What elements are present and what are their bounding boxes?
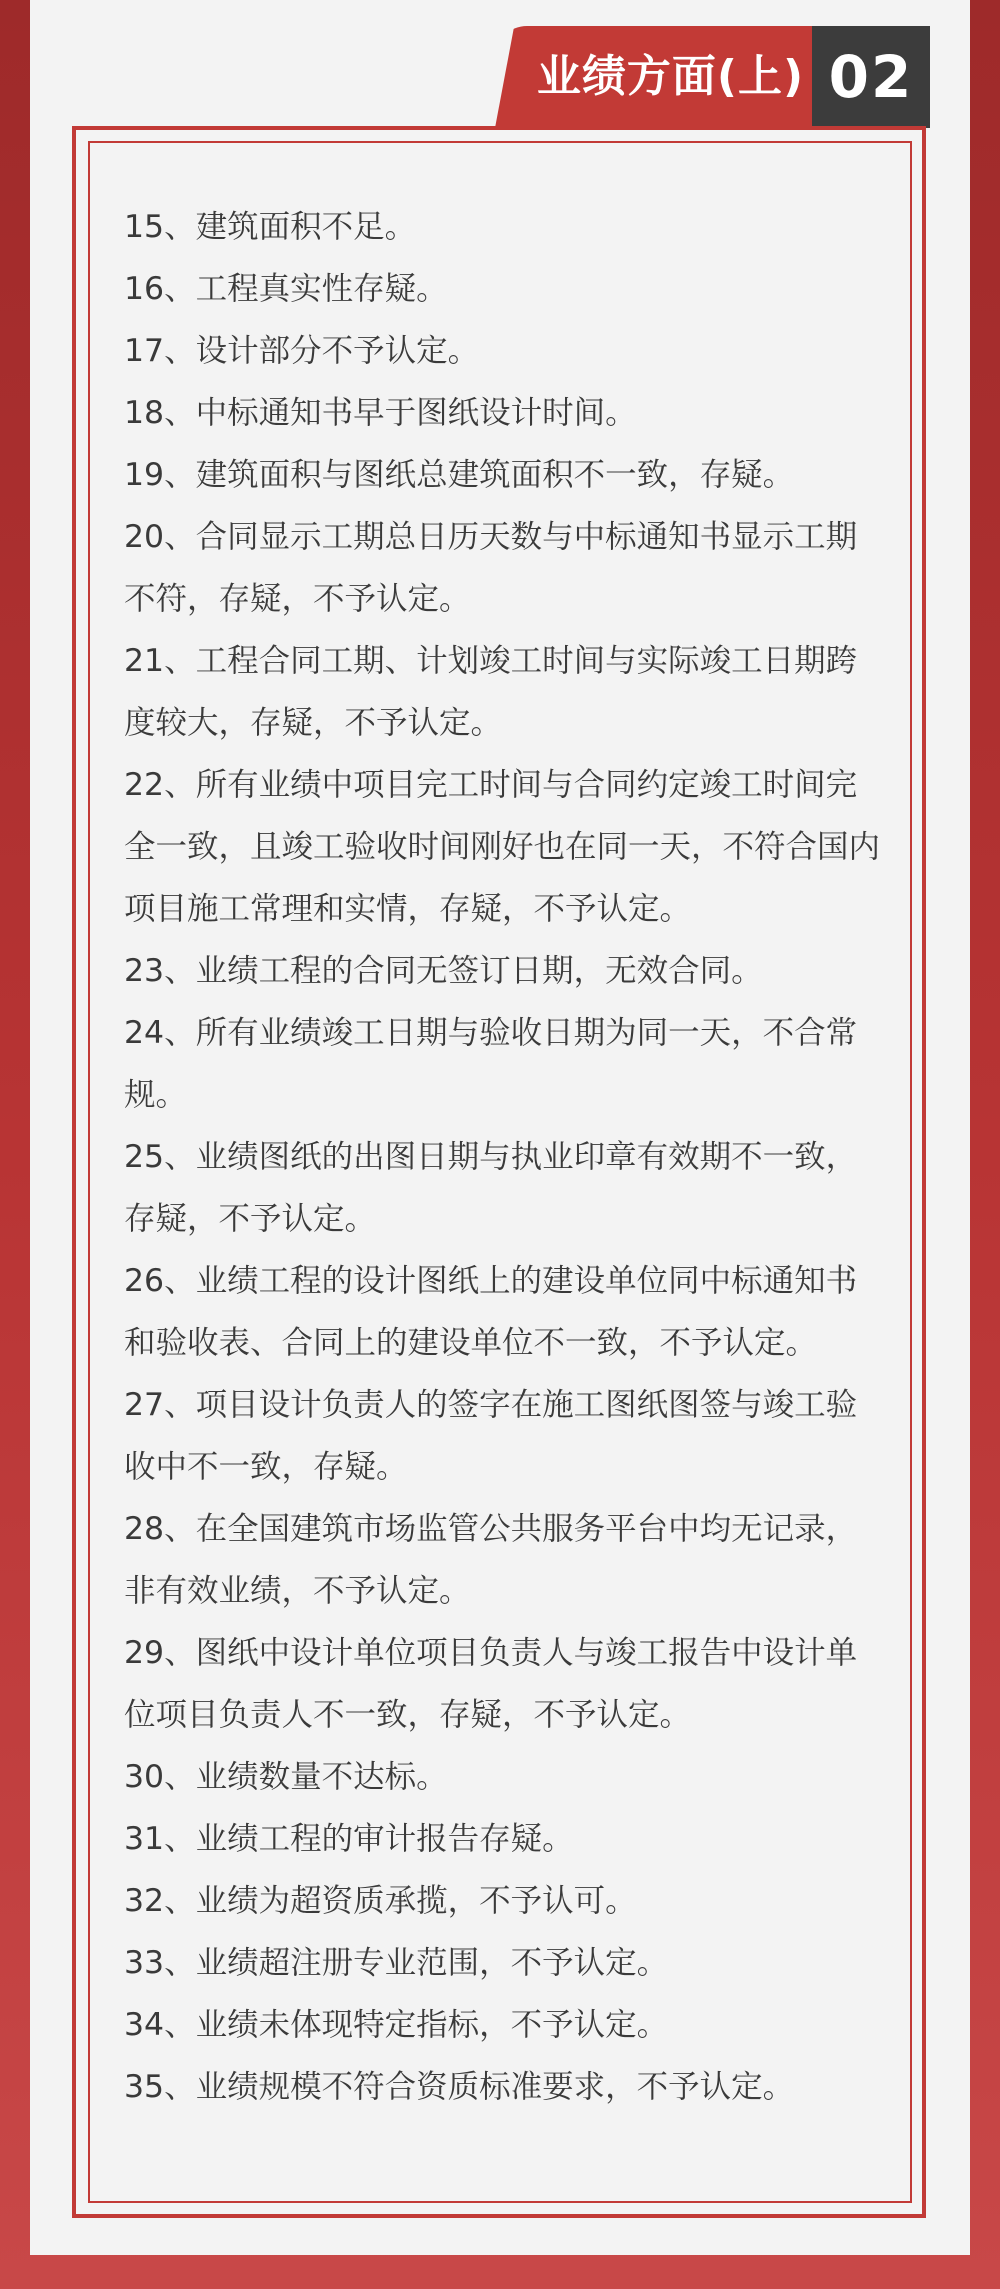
list-item: 29、图纸中设计单位项目负责人与竣工报告中设计单位项目负责人不一致，存疑，不予认定。 [124, 1635, 858, 1733]
list-item: 28、在全国建筑市场监管公共服务平台中均无记录，非有效业绩，不予认定。 [124, 1511, 858, 1609]
list-item: 35、业绩规模不符合资质标准要求，不予认定。 [124, 2069, 795, 2105]
list-item: 23、业绩工程的合同无签订日期，无效合同。 [124, 953, 763, 989]
item-list [124, 196, 884, 2118]
list-item: 34、业绩未体现特定指标，不予认定。 [124, 2007, 669, 2043]
list-item: 20、合同显示工期总日历天数与中标通知书显示工期不符，存疑，不予认定。 [124, 519, 858, 617]
list-item: 25、业绩图纸的出图日期与执业印章有效期不一致，存疑，不予认定。 [124, 1139, 858, 1237]
section-number-badge: 02 [812, 26, 930, 128]
list-item: 30、业绩数量不达标。 [124, 1759, 448, 1795]
list-item: 24、所有业绩竣工日期与验收日期为同一天，不合常规。 [124, 1015, 858, 1113]
list-item: 26、业绩工程的设计图纸上的建设单位同中标通知书和验收表、合同上的建设单位不一致，不予认定。 [124, 1263, 858, 1361]
list-item: 22、所有业绩中项目完工时间与合同约定竣工时间完全一致，且竣工验收时间刚好也在同一天，不符合国内项目施工常理和实情，存疑，不予认定。 [124, 767, 881, 927]
list-item: 31、业绩工程的审计报告存疑。 [124, 1821, 574, 1857]
list-item: 19、建筑面积与图纸总建筑面积不一致，存疑。 [124, 457, 795, 493]
list-item: 32、业绩为超资质承揽，不予认可。 [124, 1883, 637, 1919]
list-item: 15、建筑面积不足。 [124, 209, 417, 245]
list-item: 17、设计部分不予认定。 [124, 333, 480, 369]
list-item: 27、项目设计负责人的签字在施工图纸图签与竣工验收中不一致，存疑。 [124, 1387, 858, 1485]
list-item: 18、中标通知书早于图纸设计时间。 [124, 395, 637, 431]
section-title: 业绩方面(上) [536, 51, 805, 102]
list-item: 33、业绩超注册专业范围，不予认定。 [124, 1945, 669, 1981]
list-item: 16、工程真实性存疑。 [124, 271, 448, 307]
list-item: 21、工程合同工期、计划竣工时间与实际竣工日期跨度较大，存疑，不予认定。 [124, 643, 858, 741]
